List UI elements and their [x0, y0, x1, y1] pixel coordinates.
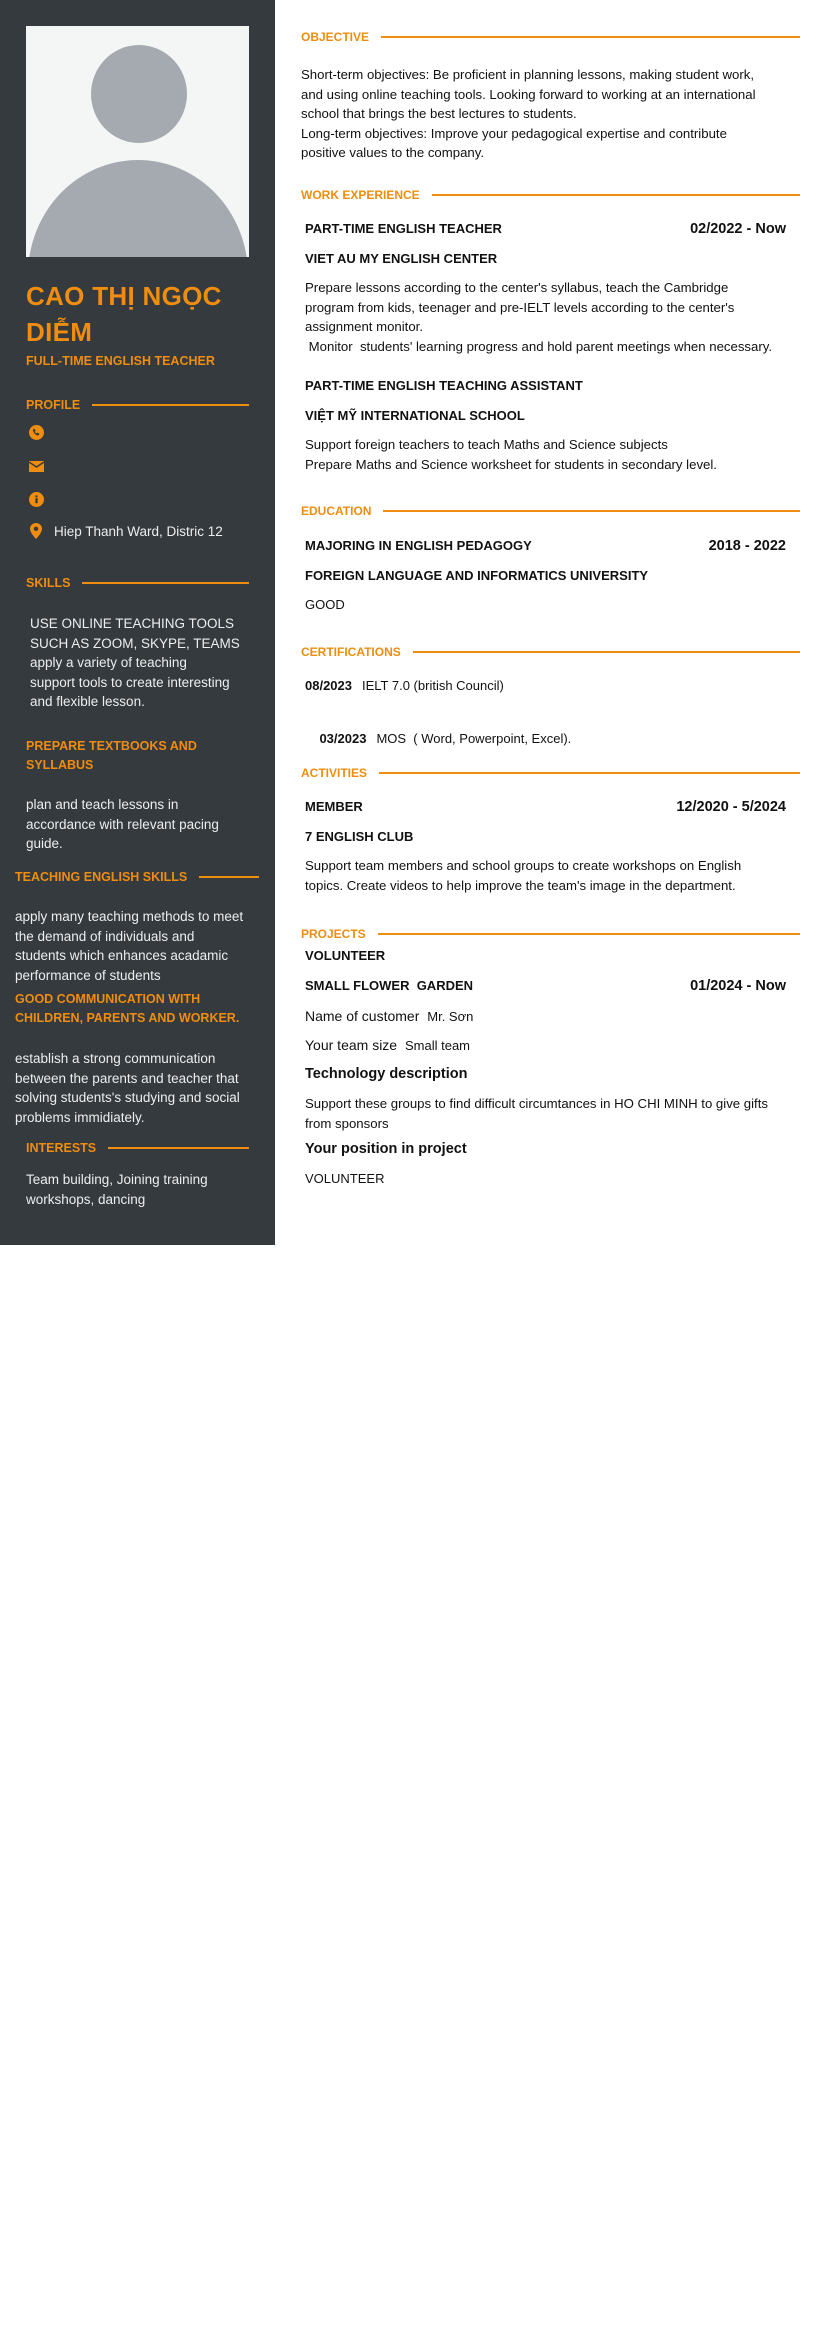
project-customer [305, 1008, 473, 1024]
activities-heading-label: ACTIVITIES [301, 766, 368, 780]
skill-title-line: SYLLABUS [26, 758, 94, 772]
skill-desc-line: apply a variety of teaching [30, 655, 187, 670]
job-1-description [305, 278, 810, 356]
skill-item-2-desc [26, 795, 261, 854]
certification-date: 08/2023 [305, 678, 352, 693]
certification-name: IELT 7.0 (british Council) [362, 678, 504, 693]
teaching-skills-desc [15, 907, 265, 985]
work-experience-heading-label: WORK EXPERIENCE [301, 188, 420, 202]
divider [378, 933, 800, 935]
skill-desc-line: accordance with relevant pacing [26, 816, 219, 832]
education-heading [301, 504, 800, 518]
skills-heading [26, 576, 249, 590]
name-line-2: DIỄM [26, 317, 93, 347]
sidebar [0, 0, 275, 1245]
team-size-value: Small team [404, 1038, 471, 1053]
divider [82, 582, 249, 584]
job-title: PART-TIME ENGLISH TEACHER [305, 221, 502, 236]
job-2-header [305, 378, 786, 393]
job-1-header [305, 221, 786, 237]
desc-line: between the parents and teacher that [15, 1070, 239, 1086]
divider [432, 194, 800, 196]
divider [379, 772, 800, 774]
contact-email [28, 458, 54, 474]
customer-label: Name of customer [305, 1008, 420, 1024]
technology-description-label: Technology description [305, 1066, 468, 1082]
interest-line: workshops, dancing [26, 1191, 146, 1207]
objective-line: Long-term objectives: Improve your pedagogical expertise and contribute [301, 125, 727, 141]
name-line-1: CAO THỊ NGỌC [26, 281, 222, 311]
skill-item-1 [30, 614, 260, 712]
certification-name: MOS ( Word, Powerpoint, Excel). [376, 731, 572, 746]
avatar-head-shape [91, 45, 187, 143]
info-icon [28, 491, 44, 507]
project-role: VOLUNTEER [305, 948, 386, 963]
education-header [305, 538, 786, 554]
desc-line: establish a strong communication [15, 1051, 216, 1066]
activity-description [305, 856, 810, 895]
communication-title [15, 990, 265, 1028]
job-dates: 02/2022 - Now [690, 221, 786, 237]
certifications-heading [301, 645, 800, 659]
skill-desc-line: support tools to create interesting [30, 674, 230, 690]
skill-item-2-title [26, 737, 256, 775]
objective-line: and using online teaching tools. Looking forward to working at an international [301, 86, 756, 102]
skills-heading-label: SKILLS [26, 576, 71, 590]
activities-heading [301, 766, 800, 780]
desc-line: performance of students [15, 967, 161, 983]
certification-item [305, 716, 571, 761]
activity-dates: 12/2020 - 5/2024 [676, 799, 786, 815]
desc-line: problems immidiately. [15, 1109, 145, 1125]
sub-title-line: CHILDREN, PARENTS AND WORKER. [15, 1011, 240, 1025]
avatar-body-shape [28, 160, 248, 257]
certification-item [305, 678, 504, 693]
interests-text [26, 1170, 256, 1209]
divider [381, 36, 800, 38]
contact-phone [28, 424, 54, 440]
skill-title-line: SUCH AS ZOOM, SKYPE, TEAMS [30, 635, 240, 651]
contact-address [28, 523, 223, 539]
interests-heading [26, 1141, 249, 1155]
divider [199, 876, 259, 878]
desc-line: students which enhances acadamic [15, 948, 229, 963]
certifications-heading-label: CERTIFICATIONS [301, 645, 401, 659]
job-desc-line: assignment monitor. [305, 319, 424, 334]
project-header [305, 978, 786, 994]
phone-icon [28, 424, 44, 440]
tech-desc-line: from sponsors [305, 1115, 389, 1131]
divider [383, 510, 800, 512]
divider [108, 1147, 249, 1149]
activity-desc-line: topics. Create videos to help improve the team's image in the department. [305, 877, 736, 893]
work-experience-heading [301, 188, 800, 202]
profile-heading [26, 398, 249, 412]
profile-heading-label: PROFILE [26, 398, 81, 412]
team-size-label: Your team size [305, 1037, 398, 1053]
objective-line: Short-term objectives: Be proficient in planning lessons, making student work, [301, 67, 754, 82]
job-desc-line: Monitor students' learning progress and hold parent meetings when necessary. [305, 338, 773, 354]
project-name: SMALL FLOWER GARDEN [305, 978, 474, 993]
desc-line: apply many teaching methods to meet [15, 909, 244, 924]
teaching-skills-heading-label: TEACHING ENGLISH SKILLS [15, 870, 188, 884]
objective-heading [301, 30, 800, 44]
activity-role: MEMBER [305, 799, 363, 814]
skill-desc-line: and flexible lesson. [30, 694, 145, 709]
projects-heading [301, 927, 800, 941]
location-pin-icon [28, 523, 44, 539]
teaching-skills-heading [15, 870, 259, 884]
job-desc-line: Prepare Maths and Science worksheet for students in secondary level. [305, 456, 717, 472]
position-value: VOLUNTEER [305, 1171, 385, 1186]
technology-description [305, 1094, 810, 1133]
objective-line: school that brings the best lectures to students. [301, 106, 577, 121]
sub-title-line: GOOD COMMUNICATION WITH [15, 992, 201, 1006]
job-company: VIỆT MỸ INTERNATIONAL SCHOOL [305, 408, 525, 423]
job-title: FULL-TIME ENGLISH TEACHER [26, 354, 215, 368]
divider [92, 404, 249, 406]
email-icon [28, 458, 44, 474]
job-desc-line: Support foreign teachers to teach Maths and Science subjects [305, 437, 668, 452]
tech-desc-line: Support these groups to find difficult circumtances in HO CHI MINH to give gifts [305, 1096, 768, 1111]
skill-desc-line: guide. [26, 836, 63, 851]
projects-heading-label: PROJECTS [301, 927, 366, 941]
desc-line: solving students's studying and social [15, 1090, 240, 1105]
education-grade: GOOD [305, 597, 345, 612]
project-team-size [305, 1037, 470, 1053]
desc-line: the demand of individuals and [15, 928, 195, 944]
objective-line: positive values to the company. [301, 145, 485, 160]
candidate-name [26, 278, 256, 350]
job-company: VIET AU MY ENGLISH CENTER [305, 251, 498, 266]
job-2-description [305, 435, 810, 474]
job-desc-line: Prepare lessons according to the center's syllabus, teach the Cambridge [305, 280, 729, 295]
activity-desc-line: Support team members and school groups to create workshops on English [305, 858, 742, 873]
project-dates: 01/2024 - Now [690, 978, 786, 994]
contact-info [28, 491, 54, 507]
activity-header [305, 799, 786, 815]
skill-title-line: PREPARE TEXTBOOKS AND [26, 739, 197, 753]
avatar [26, 26, 249, 257]
interests-heading-label: INTERESTS [26, 1141, 97, 1155]
certification-date: 03/2023 [319, 731, 367, 746]
objective-heading-label: OBJECTIVE [301, 30, 370, 44]
divider [413, 651, 800, 653]
communication-desc [15, 1049, 270, 1127]
education-heading-label: EDUCATION [301, 504, 372, 518]
objective-text [301, 65, 806, 163]
job-title: PART-TIME ENGLISH TEACHING ASSISTANT [305, 378, 583, 393]
education-dates: 2018 - 2022 [708, 538, 786, 554]
job-desc-line: program from kids, teenager and pre-IELT levels according to the center's [305, 299, 735, 315]
education-major: MAJORING IN ENGLISH PEDAGOGY [305, 538, 532, 553]
interest-line: Team building, Joining training [26, 1172, 208, 1187]
customer-value: Mr. Sơn [427, 1009, 474, 1024]
address-value: Hiep Thanh Ward, Distric 12 [54, 523, 223, 539]
position-label: Your position in project [305, 1141, 467, 1157]
education-school: FOREIGN LANGUAGE AND INFORMATICS UNIVERSITY [305, 568, 649, 583]
activity-org: 7 ENGLISH CLUB [305, 829, 414, 844]
skill-title-line: USE ONLINE TEACHING TOOLS [30, 616, 235, 631]
skill-desc-line: plan and teach lessons in [26, 797, 179, 812]
